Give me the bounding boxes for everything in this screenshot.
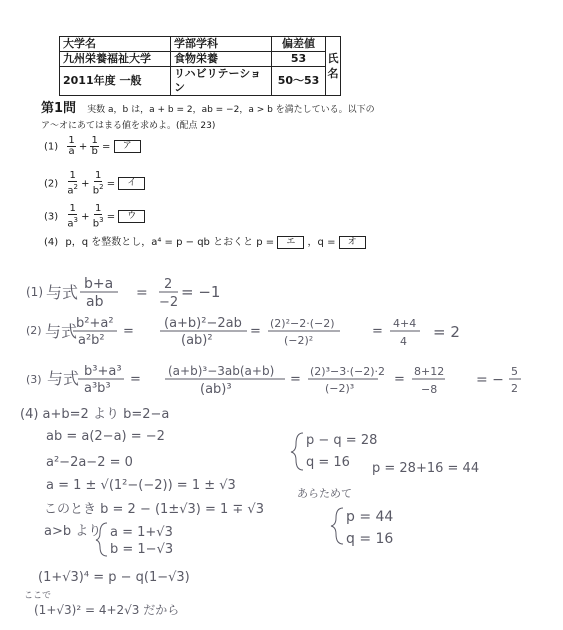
svg-text:=: = bbox=[123, 324, 134, 339]
hw-line: a²−2a−2 = 0 bbox=[46, 455, 133, 470]
hw-num: 8+12 bbox=[414, 365, 445, 378]
table-cell: 53 bbox=[272, 52, 326, 67]
hw-den: a²b² bbox=[78, 333, 105, 348]
problem-number: (3) bbox=[44, 211, 59, 223]
hw-den: ab bbox=[86, 294, 104, 310]
answer-box: ア bbox=[114, 140, 141, 153]
hw-num: 5 bbox=[511, 365, 518, 378]
problem-text: p，q を整数とし，a⁴ = p − qb とおくと p = bbox=[65, 237, 275, 248]
problem-number: (2) bbox=[44, 178, 59, 190]
hw-den: 2 bbox=[511, 382, 518, 395]
hw-line: (1+√3)² = 4+2√3 だから bbox=[34, 603, 180, 617]
question-line2: ア〜オにあてはまる値を求めよ。(配点 23) bbox=[41, 121, 216, 131]
problem-3: (3) $\frac{1}{a^3}$ + $\frac{1}{b^3}$ = ウ bbox=[44, 204, 145, 229]
hw-line: このとき b = 2 − (1±√3) = 1 ∓ √3 bbox=[44, 502, 264, 517]
hw-den: (−2)² bbox=[284, 334, 314, 347]
table-cell: 偏差値 bbox=[272, 37, 326, 52]
hw-num: (a+b)³−3ab(a+b) bbox=[168, 364, 275, 378]
hw-line: ここで bbox=[24, 591, 52, 601]
svg-text:=: = bbox=[394, 372, 405, 387]
answer-box: エ bbox=[277, 236, 304, 249]
problem-2: (2) $\frac{1}{a^2}$ + $\frac{1}{b^2}$ = イ bbox=[44, 171, 145, 196]
hw-text: = −1 bbox=[181, 283, 221, 301]
name-label: 氏 bbox=[327, 52, 339, 65]
hw-line: (4) a+b=2 より b=2−a bbox=[20, 407, 170, 422]
hw-num: 2 bbox=[164, 277, 173, 292]
hw-num: b²+a² bbox=[76, 316, 114, 331]
hw-line: a = 1+√3 bbox=[110, 525, 173, 540]
hw-text: = − bbox=[476, 372, 504, 388]
answer-box: オ bbox=[339, 236, 366, 249]
problem-number: (1) bbox=[44, 141, 59, 153]
hw-label: (1) bbox=[26, 285, 43, 299]
hw-line: p = 44 bbox=[346, 509, 394, 525]
question-title: 第1問 bbox=[41, 101, 77, 116]
hw-line: あらためて bbox=[297, 487, 352, 500]
table-cell: 50〜53 bbox=[272, 67, 326, 96]
table-cell: 食物栄養 bbox=[171, 52, 272, 67]
hw-den: (−2)³ bbox=[325, 382, 355, 395]
question-line1: 実数 a，b は，a + b = 2，ab = −2，a > b を満たしている。以下の bbox=[87, 105, 375, 115]
hw-line: p − q = 28 bbox=[306, 433, 378, 448]
hw-line: a = 1 ± √(1²−(−2)) = 1 ± √3 bbox=[46, 478, 236, 493]
hw-text: = 2 bbox=[433, 323, 460, 341]
hw-line: p = 28+16 = 44 bbox=[372, 461, 480, 476]
problem-number: (4) bbox=[44, 237, 59, 248]
hw-line: ab = a(2−a) = −2 bbox=[46, 429, 165, 444]
table-cell: リハビリテーション bbox=[171, 67, 272, 96]
hw-label: (3) bbox=[26, 373, 42, 386]
hw-den: (ab)² bbox=[181, 333, 213, 348]
hw-line: a>b より bbox=[44, 524, 102, 539]
problem-1: (1) $\frac{1}{a}$ + $\frac{1}{b}$ = ア bbox=[44, 136, 141, 157]
svg-text:=: = bbox=[372, 324, 383, 339]
answer-box: ウ bbox=[118, 210, 145, 223]
hw-line: b = 1−√3 bbox=[110, 542, 174, 557]
hw-den: −8 bbox=[421, 383, 438, 396]
hw-op: = bbox=[136, 285, 148, 301]
hw-text: 与式 bbox=[45, 322, 78, 341]
hw-line: (1+√3)⁴ = p − q(1−√3) bbox=[38, 570, 190, 585]
table-cell: 九州栄養福祉大学 bbox=[60, 52, 171, 67]
hw-num: b+a bbox=[84, 276, 114, 292]
hw-den: 4 bbox=[400, 335, 407, 348]
answer-box: イ bbox=[118, 177, 145, 190]
hw-den: (ab)³ bbox=[200, 382, 232, 397]
hw-den: a³b³ bbox=[84, 381, 111, 396]
hw-text: 与式 bbox=[46, 283, 79, 302]
hw-line: q = 16 bbox=[346, 531, 394, 547]
hw-num: 4+4 bbox=[393, 317, 417, 330]
name-label: 名 bbox=[327, 67, 339, 80]
hw-label: (2) bbox=[26, 324, 42, 337]
hw-num: (2)²−2·(−2) bbox=[270, 317, 335, 330]
hw-num: (2)³−3·(−2)·2 bbox=[310, 365, 385, 378]
table-cell: 大学名 bbox=[60, 37, 171, 52]
hw-num: (a+b)²−2ab bbox=[164, 316, 242, 331]
svg-text:=: = bbox=[250, 324, 261, 339]
hw-num: b³+a³ bbox=[84, 364, 122, 379]
hw-den: −2 bbox=[159, 295, 179, 310]
hw-text: 与式 bbox=[47, 369, 80, 388]
table-cell: 2011年度 一般 bbox=[60, 67, 171, 96]
hw-line: q = 16 bbox=[306, 455, 350, 470]
svg-text:=: = bbox=[130, 372, 141, 387]
svg-text:=: = bbox=[290, 372, 301, 387]
problem-text: ，q = bbox=[307, 237, 336, 248]
table-cell: 学部学科 bbox=[171, 37, 272, 52]
